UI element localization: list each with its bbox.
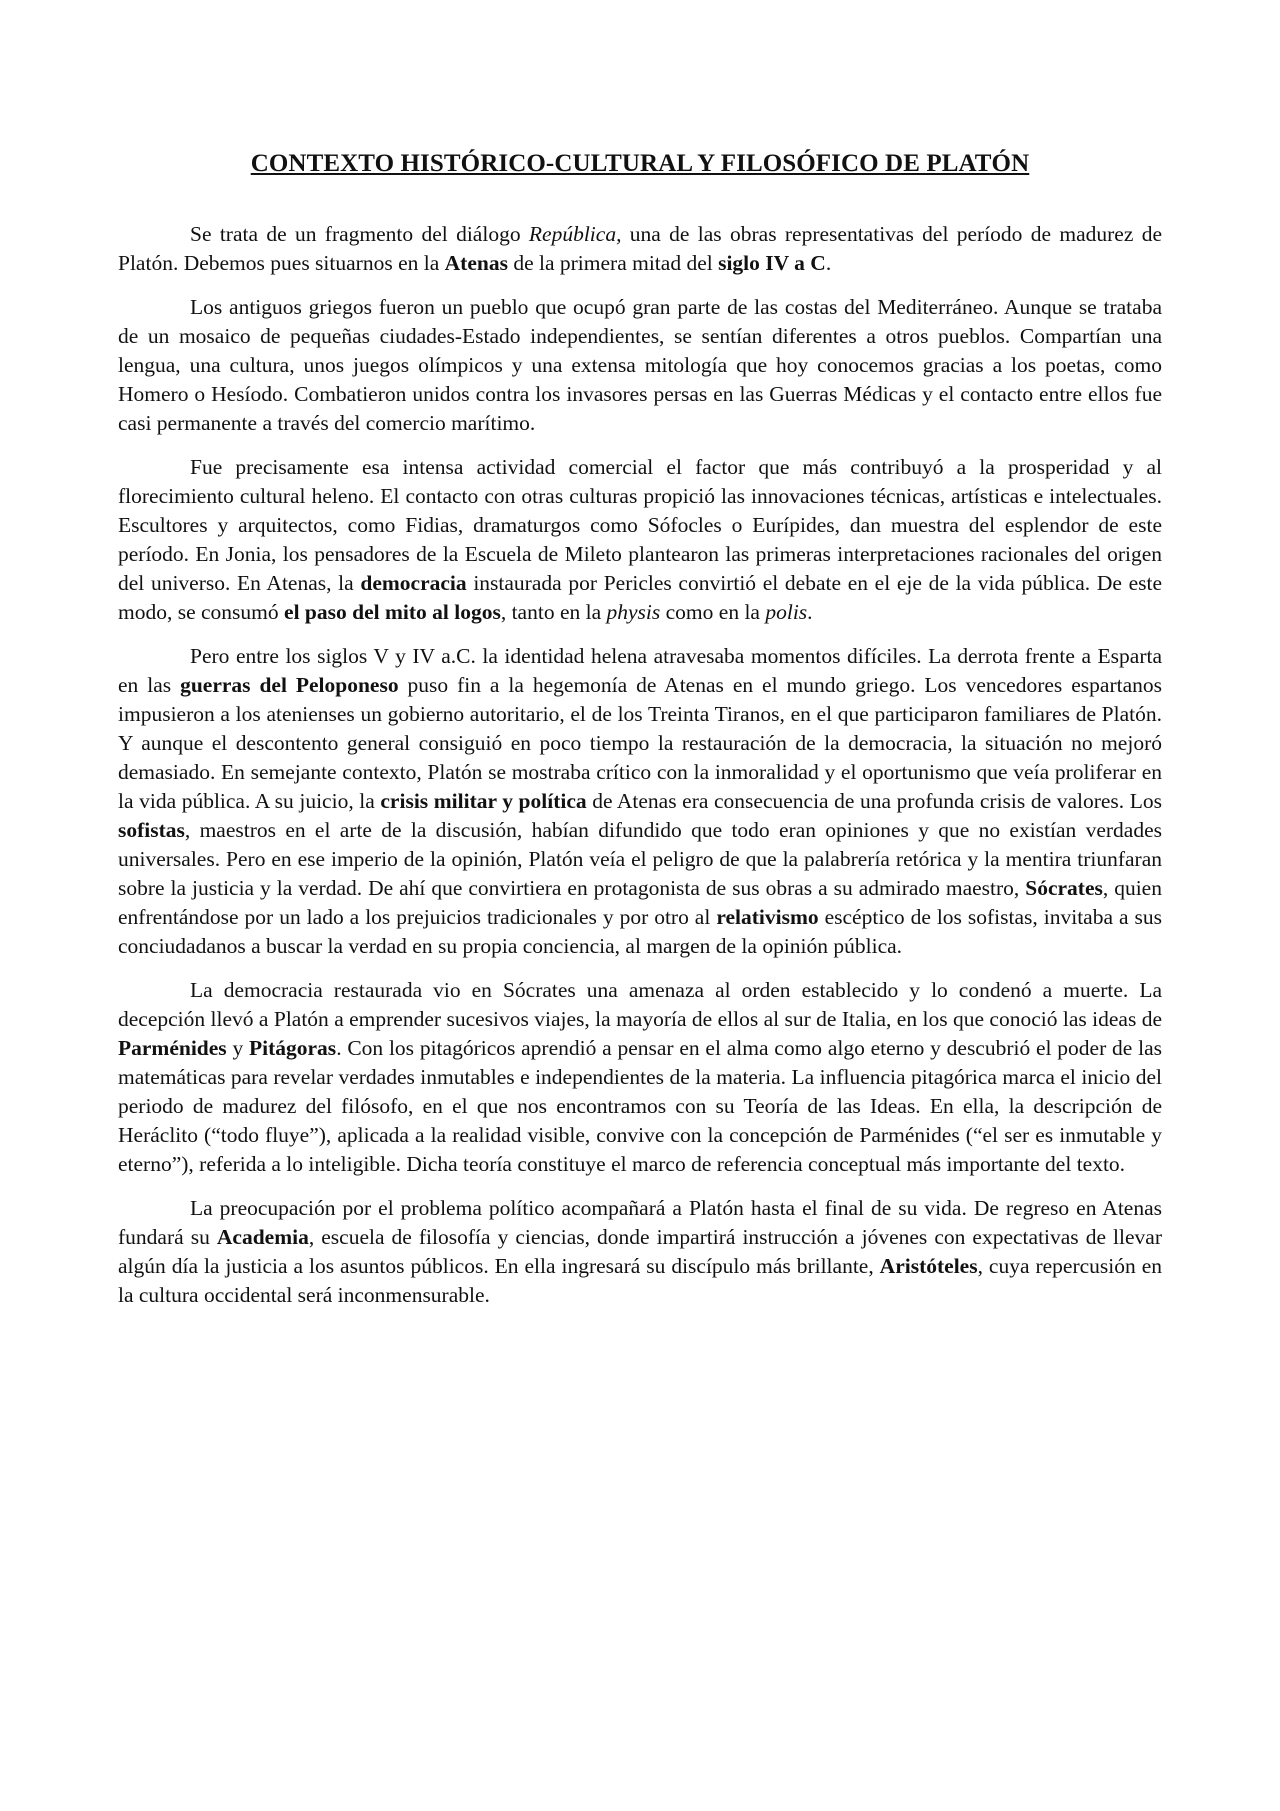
paragraph	[118, 642, 1162, 961]
text-run: Se trata de un fragmento del diálogo	[190, 222, 529, 246]
text-run: .	[807, 600, 813, 624]
text-run: Fue precisamente esa intensa actividad comercial el factor que más contribuyó a la prosperidad y al florecimiento cultural heleno. El contacto con otras culturas propició las innovaciones técnicas, artísticas e intelectuales. Escultores y arquitectos, como Fidias, dramaturgos como Sófocles o Eurípides, dan muestra del esplendor de este período. En Jonia, los pensadores de la Escuela de Mileto plantearon las primeras interpretaciones racionales del origen del universo. En Atenas, la	[118, 455, 1162, 595]
text-run: La democracia restaurada vio en Sócrates una amenaza al orden establecido y lo condenó a muerte. La decepción llevó a Platón a emprender sucesivos viajes, la mayoría de ellos al sur de Italia, en los que conoció las ideas de	[118, 978, 1162, 1031]
text-run: , maestros en el arte de la discusión, habían difundido que todo eran opiniones y que no existían verdades universales. Pero en ese imperio de la opinión, Platón veía el peligro de que la palabrería retórica y la mentira triunfaran sobre la justicia y la verdad. De ahí que convirtiera en protagonista de sus obras a su admirado maestro,	[118, 818, 1162, 900]
text-run: , tanto en la	[500, 600, 607, 624]
bold-term: Academia	[216, 1225, 309, 1249]
bold-term: Parménides	[118, 1036, 227, 1060]
text-run: de Atenas era consecuencia de una profunda crisis de valores. Los	[586, 789, 1162, 813]
text-run: puso fin a la hegemonía de Atenas en el mundo griego. Los vencedores espartanos impusieron a los atenienses un gobierno autoritario, el de los Treinta Tiranos, en el que participaron familiares de Platón. Y aunque el descontento general consiguió en poco tiempo la restauración de la democracia, la situación no mejoró demasiado. En semejante contexto, Platón se mostraba crítico con la inmoralidad y el oportunismo que veía proliferar en la vida pública. A su juicio, la	[118, 673, 1162, 813]
text-run: Los antiguos griegos fueron un pueblo que ocupó gran parte de las costas del Mediterráneo. Aunque se trataba de un mosaico de pequeñas ciudades-Estado independientes, se sentían diferentes a otros pueblos. Compartían una lengua, una cultura, unos juegos olímpicos y una extensa mitología que hoy conocemos gracias a los poetas, como Homero o Hesíodo. Combatieron unidos contra los invasores persas en las Guerras Médicas y el contacto entre ellos fue casi permanente a través del comercio marítimo.	[118, 295, 1162, 435]
text-run: . Con los pitagóricos aprendió a pensar en el alma como algo eterno y descubrió el poder de las matemáticas para revelar verdades inmutables e independientes de la materia. La influencia pitagórica marca el inicio del periodo de madurez del filósofo, en el que nos encontramos con su Teoría de las Ideas. En ella, la descripción de Heráclito (“todo fluye”), aplicada a la realidad visible, convive con la concepción de Parménides (“el ser es inmutable y eterno”), referida a lo inteligible. Dicha teoría constituye el marco de referencia conceptual más importante del texto.	[118, 1036, 1162, 1176]
bold-term: siglo IV a C	[718, 251, 826, 275]
text-run: .	[825, 251, 832, 275]
bold-term: crisis militar y política	[380, 789, 587, 813]
text-run: Pero entre los siglos V y IV a.C. la identidad helena atravesaba momentos difíciles. La derrota frente a Esparta en las	[118, 644, 1162, 697]
paragraph	[118, 453, 1162, 627]
italic-term: physis	[606, 600, 661, 624]
text-run: escéptico de los sofistas, invitaba a sus conciudadanos a buscar la verdad en su propia conciencia, al margen de la opinión pública.	[118, 905, 1162, 958]
bold-term: Aristóteles	[879, 1254, 978, 1278]
text-run: , quien enfrentándose por un lado a los prejuicios tradicionales y por otro al	[118, 876, 1162, 929]
text-run: , escuela de filosofía y ciencias, donde impartirá instrucción a jóvenes con expectativas de llevar algún día la justicia a los asuntos públicos. En ella ingresará su discípulo más brillante,	[118, 1225, 1163, 1278]
bold-term: guerras del Peloponeso	[180, 673, 399, 697]
text-run: instaurada por Pericles convirtió el debate en el eje de la vida pública. De este modo, se consumó	[118, 571, 1162, 624]
paragraph	[118, 976, 1162, 1179]
italic-term: polis	[765, 600, 808, 624]
text-run: y	[226, 1036, 249, 1060]
bold-term: Pitágoras	[249, 1036, 337, 1060]
text-run: , cuya repercusión en la cultura occidental será inconmensurable.	[118, 1254, 1162, 1307]
text-run: una de las obras representativas del período de madurez de Platón. Debemos pues situarnos en la	[118, 222, 1163, 275]
paragraph	[118, 1194, 1162, 1310]
paragraph	[118, 220, 1162, 278]
bold-term: Sócrates	[1025, 876, 1103, 900]
text-run: de la primera mitad del	[507, 251, 719, 275]
bold-term: el paso del mito al logos	[284, 600, 501, 624]
italic-term: República,	[528, 222, 622, 246]
text-run: La preocupación por el problema político acompañará a Platón hasta el final de su vida. De regreso en Atenas fundará su	[118, 1196, 1162, 1249]
bold-term: sofistas	[118, 818, 185, 842]
page-title: CONTEXTO HISTÓRICO-CULTURAL Y FILOSÓFICO DE PLATÓN	[250, 150, 1030, 177]
document-page	[118, 148, 1162, 1325]
bold-term: relativismo	[716, 905, 819, 929]
paragraph	[118, 293, 1162, 438]
bold-term: democracia	[360, 571, 467, 595]
bold-term: Atenas	[444, 251, 508, 275]
text-run: como en la	[660, 600, 766, 624]
